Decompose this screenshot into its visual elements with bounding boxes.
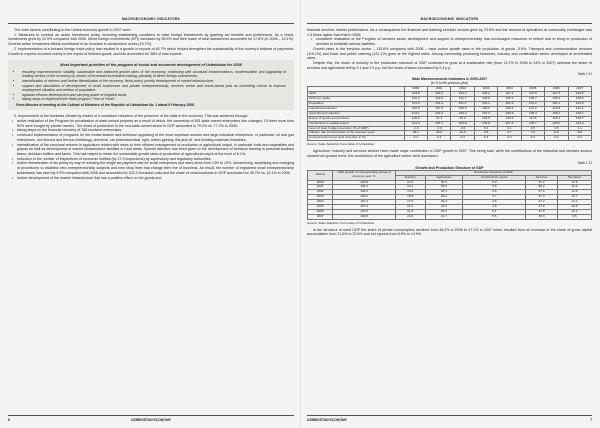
table-cell: 0.1 [498,126,521,131]
table-cell: 102.9 [427,97,450,102]
table-cell: 26.3 [425,205,463,210]
table-cell: 102.7 [451,97,474,102]
table-cell: 12.6 [557,190,591,195]
table-cell: 106.0 [474,106,497,111]
table-cell: 0.5 [521,126,544,131]
paragraph-business-climate: 3. Improvement of the business climate by means of a consistent reduction of the presence of the state in the economy. This was achieved through: [14,114,249,119]
table-cell: -0.6 [451,126,474,131]
table-2-title: Growth and Production Structure of GDP [415,165,484,170]
table-1-source: Source: State Statistics Committee of Uzbekistan [307,142,375,147]
table-1-subtitle: (in % to the previous year) [430,81,469,86]
table-cell: 28.4 [425,195,463,200]
table-cell: 28.2 [404,131,427,136]
table-cell: 0.3 [521,136,544,141]
priority-item: • ensuring macroeconomic stability, sustainable and balanced growth rates of the economy, continuing with structural transformations, modernization and upgrading of leading sectors of the economy by means of increased investment making, primarily of direct foreign investments; [22,70,286,79]
paragraph-growth-rates: Growth rates in the services sector – 115.6% compared with 2006 – have outrun growth rates in the production of goods -5.6%. Transport and communication services (115.1%) and trade and public catering (122.1%) grew at the highest rates. Among commodity producing branches, industry and construction sector developed at accelerated rates. [307,46,592,61]
table-cell: 15.8 [395,195,425,200]
intro-paragraph: The main factors contributing to the Uzbek economy growth in 2007 were: [14,28,132,32]
table-cell: 109.5 [568,92,592,97]
table-cell: 14.1 [557,200,591,205]
footer-title: UZBEKISTAN ECONOMY [130,418,172,422]
year-header: 2002 [451,87,474,92]
page-number: 6 [8,418,10,422]
table-cell: 101.2 [427,102,450,107]
table-cell: 103.8 [404,92,427,97]
gdp-structure-body [308,180,592,219]
table-cell: 94.3 [451,116,474,121]
table-cell: 105.7 [521,121,544,126]
paragraph-investment: 1. Measures to conduct an active investment policy, including establishing conditions to raise foreign investments by granting tax benefits and preferences. As a result, investments grew by 22.9% compared with 2006. Direct foreign investments (DFI) increased by 56.5% and their share of total investments accounted for 17.8% (in 2006 – 14.1%). General active investment efforts contributed to an increase in construction works (15.7%). [8,32,294,47]
table-cell: 110.8 [545,106,568,111]
table-cell: 104.2 [333,195,395,200]
table-cell: 105.9 [404,106,427,111]
table-cell: 26.6 [427,131,450,136]
row-label: Unemployment level (end of period, in %) [308,136,405,141]
table-cell: 25.1 [425,209,463,214]
table-cell: 97.1 [427,116,450,121]
business-climate-list [8,119,294,180]
table-cell: 38.2 [526,185,558,190]
table-cell: 108.0 [568,97,592,102]
table-cell: 0.4 [404,136,427,141]
table-cell: 9.5 [557,214,591,219]
agriculture-header: Agriculture [425,175,463,180]
list-item: • reduction in the number of inspections of economic entities (by 17.9 inspections) by supervisory and regulatory authorities; [17,157,294,162]
period-cell: 2001 [308,185,333,190]
table-cell: 106.1 [545,111,568,116]
footer-title: UZBEKISTAN ECONOMY [307,418,348,422]
table-row [308,136,592,141]
table-cell: 14.1 [395,185,425,190]
table-cell: 109.5 [333,214,395,219]
table-cell: -1.0 [404,126,427,131]
table-cell: 106.2 [498,97,521,102]
table-cell: 24.0 [395,214,425,219]
table-cell: 140.7 [568,116,592,121]
paragraph-continued: financial services market performance. As a consequence the financial and banking services sectors grew by 23.8% and the amount of operations at commodity exchanges was 1.5 times higher than that in 2006; [307,28,592,37]
table-cell: 37.2 [526,200,558,205]
table-cell: 122.9 [568,121,592,126]
table-cell: 103.1 [404,111,427,116]
list-item: • further development of the market infrastructure that has a positive effect on the goods and [17,176,294,181]
table-cell: 103.8 [451,121,474,126]
paragraph-foreign-trade: 2. Implementation of a focused foreign trade policy has resulted in a growth in exports of 40.7% which helped strengthen the sustainability of the country's balance of payments. Growth in exports occurred mainly in the export of finished goods, and this accounted for 38% of total exports. [8,46,294,56]
table-cell: 104.2 [474,92,497,97]
year-header: 2005 [521,87,544,92]
table-cell: 38.0 [526,214,558,219]
table-cell: 6.8 [568,131,592,136]
table-cell: 107.5 [333,209,395,214]
row-label: GDP [308,92,405,97]
table-cell: 37.2 [526,205,558,210]
table-cell: 111.5 [521,116,544,121]
table-cell: 108.3 [451,106,474,111]
table-cell: 104.2 [427,111,450,116]
table-cell: 109.9 [498,111,521,116]
period-cell: 2003 [308,195,333,200]
table-cell: 13.7 [557,195,591,200]
period-cell: 2002 [308,190,333,195]
table-cell: 109.4 [498,106,521,111]
table-cell: 5.5 [463,214,526,219]
table-cell: 4.8 [463,205,526,210]
right-page [300,0,600,428]
table-1-label: Table 1.11 [577,72,592,77]
table-cell: 0.2 [568,136,592,141]
taxes-header: Net taxes [557,175,591,180]
table-cell: 106.1 [568,111,592,116]
table-cell: 101.2 [521,102,544,107]
table-cell: 105.4 [521,111,544,116]
table-cell: 104.2 [333,185,395,190]
table-cell: 118.1 [545,116,568,121]
priorities-title: Most important priorities of the program of social and economic development of Uzbekistan for 2008 [60,63,242,68]
growth-header: GDP growth in corresponding period of previous year, % [333,170,395,180]
list-item: • taking steps on the financial recovery of 288 insolvent enterprises; [17,128,294,133]
table-cell: 107.3 [498,121,521,126]
macro-indicators-table [307,86,592,141]
table-cell: 17.5 [395,200,425,205]
year-header: 2003 [474,87,497,92]
priority-item: • intensification of reforms and further liberalization of the economy, fiscal policy, priority development of market infrastructure; [22,79,286,84]
table-cell: 0.3 [474,136,497,141]
table-cell: 37.4 [526,195,558,200]
table-cell: 21.8 [395,209,425,214]
row-label: Inflation rate (to December of the previous year) [308,131,405,136]
industry-header: Industry [395,175,425,180]
table-cell: 103.8 [333,180,395,185]
table-cell: 101.2 [498,102,521,107]
table-cell: 100.0 [404,116,427,121]
table-cell: 6.0 [463,180,526,185]
table-cell: 0.4 [498,136,521,141]
row-label: Export of goods and services [308,116,405,121]
row-label: Population [308,102,405,107]
priority-item: • agrarian reforms development and carrying power of irrigated lands; [22,93,286,98]
table-cell: 5.8 [463,185,526,190]
right-page-footer [307,415,592,424]
table-cell: 104.1 [427,121,450,126]
period-cell: 2004 [308,200,333,205]
table-cell: 106.2 [545,97,568,102]
table-cell: 104.2 [427,92,450,97]
row-label: Industrial production [308,106,405,111]
table-1-title: Main Macroeconomic Indicators in 2000-2007 [411,77,488,82]
table-cell: 109.2 [545,121,568,126]
table-cell: 130.2 [498,116,521,121]
table-cell: 10.1 [557,209,591,214]
left-page-header: MACROECONOMIC INDICATORS [8,0,294,24]
table-cell: 106.0 [451,111,474,116]
macro-indicators-body [308,92,592,141]
paragraph-sector-contribution: Agriculture, industry and services sectors have made major contribution to GDP growth in 2007. This being said, while the contributions of the industrial and services sectors showed an upward trend, the contribution of the agriculture sector went downward. [307,149,592,158]
left-page-footer [8,415,294,424]
priorities-source: From Minutes of meeting at the Cabinet of Ministers of the Republic of Uzbekistan No. 1 dated 8 February 2008. [16,102,195,107]
list-item: • continued implementation of programs for the modernization and technical upgrading of the most important sectors and large industrial enterprises. In particular: oil and gas enterprises, non-ferrous and ferrous metallurgy, chemical, car pharmaceutical, light, cotton-ginning, flat-and-oil, and building materials industries; [17,133,294,142]
list-item: • consistent realization of the Program of services sector development and support to entrepreneurship that encourages resources to relieve and to bring to production of services to establish service facilities. [316,37,592,46]
table-cell: 103.0 [474,97,497,102]
row-label: GDP per capita [308,97,405,102]
table-cell: 104.0 [333,190,395,195]
list-item: • intensification of the structural reforms in agriculture related with steps to form efficient management of production of agricultural output, in particular fruits and vegetables and grapes as well as development of market infrastructure facilities in rural areas. Special attention has been given to the development of livestock farming in personal auxiliary farms, dekhkan entities and farms. This has helped to retain the sustainable growth rates of production of agricultural output at the level of 6.1%; [17,143,294,157]
services-header: Services [526,175,558,180]
table-cell: 105.7 [521,97,544,102]
table-cell: 101.0 [404,121,427,126]
table-cell: 30.1 [425,190,463,195]
services-list [307,37,592,46]
table-cell: 112.1 [568,106,592,111]
table-row [308,214,592,219]
table-cell: 101.5 [568,102,592,107]
table-cell: 30.0 [425,185,463,190]
priorities-box [8,60,294,110]
table-cell: 0.2 [545,136,568,141]
table-cell: 107.0 [521,92,544,97]
table-cell: 3.7 [498,131,521,136]
table-cell: 4.7 [463,195,526,200]
list-item: • further liberalization of tax policy by way of reducing the single tax payment rate for small enterprises and micro-firms from 13% to 10%, streamlining, simplifying and changing of procedures to establish new entrepreneurship subjects and new shop lines that change their line of business. As result, the number of registered small entrepreneurship businesses has risen by 9.9% compared with 2006 and accounted for 422.3 thousand units and the share of small business in GDP accounted for 45.7% vs. 42.1% in 2006; [17,161,294,175]
table-cell: 101.2 [451,102,474,107]
year-header: 2000 [404,87,427,92]
year-header: 2006 [545,87,568,92]
period-header: Period [308,170,333,180]
table-cell: 102.4 [404,97,427,102]
priorities-list [16,70,286,102]
table-cell: 37.2 [526,180,558,185]
year-header: 2004 [498,87,521,92]
paragraph-industry-share: Despite this, the share of industry in the production structure of GDP continued to grow at a sustainable rate (from 22.1% in 2006 to 24% in 2007) whereas the share of services and agriculture fell by 0.1 and 2.9 p.p. but the share of taxes increased by 0.3 p.p. [307,60,592,70]
table-cell: 4.9 [463,190,526,195]
table-cell: 101.1 [545,102,568,107]
table-cell: 14.5 [395,190,425,195]
table-cell: 37.9 [526,209,558,214]
table-cell: 21.1 [395,205,425,210]
table-cell: 107.0 [333,205,395,210]
list-item: • active realization of the Program for privatization of state-owned property as a result of which, the ownership of 831 state-owned enterprises has changed. Of them more than 53% were bought by private owners. The share of production in the non-state-owned sector in GDP amounted to 79.3% vs. 77.2% in 2006; [17,119,294,128]
table-cell: 26.4 [425,200,463,205]
table-cell: 10.6 [557,205,591,210]
table-cell: 11.9 [557,185,591,190]
table-cell: 107.3 [545,92,568,97]
table-cell: 0.4 [451,136,474,141]
priority-item: • taking steps to implement the State program "Year of Youth". [22,97,286,102]
priority-item: • support and stimulation of development of small businesses and private entrepreneurship, services sector and home-based jobs as overriding course to improve employment situation and welfare of population; [22,84,286,93]
table-cell: 4.8 [463,200,526,205]
table-cell: 12.5 [557,180,591,185]
table-cell: 104.8 [474,121,497,126]
table-2-source: Source: State Statistics Committee of Uzbekistan [307,220,375,225]
period-cell: 2007 [308,214,333,219]
table-cell: 3.8 [474,131,497,136]
right-page-header: MACROECONOMIC INDICATORS [307,0,592,24]
year-header: 2001 [427,87,450,92]
table-cell: 1.5 [545,126,568,131]
table-cell: 101.1 [474,102,497,107]
table-cell: 124.6 [474,116,497,121]
table-cell: 6.8 [545,131,568,136]
table-cell: 107.4 [498,92,521,97]
table-cell: 7.8 [521,131,544,136]
row-label: Agricultural production [308,111,405,116]
period-cell: 2000 [308,180,333,185]
table-cell: 107.6 [427,106,450,111]
table-cell: 107.4 [333,200,395,205]
table-cell: 107.2 [521,106,544,111]
table-cell: 104.0 [451,92,474,97]
table-cell: 0.4 [427,136,450,141]
gdp-structure-table [307,170,592,220]
row-label: Investments in capital assets [308,121,405,126]
period-cell: 2006 [308,209,333,214]
table-cell: 14.2 [395,180,425,185]
table-cell: 1.1 [568,126,592,131]
table-2-label: Table 1.12 [577,160,592,165]
table-cell: 21.6 [451,131,474,136]
table-cell: 5.1 [463,209,526,214]
construction-header: Construction sector [463,175,526,180]
table-cell: 30.1 [425,180,463,185]
table-cell: 37.9 [526,190,558,195]
year-header: 2007 [568,87,592,92]
period-cell: 2005 [308,205,333,210]
table-cell: 0.4 [474,126,497,131]
structure-header: Production structure of GDP [395,170,591,175]
table-cell: -1.0 [427,126,450,131]
page-number: 7 [590,418,592,422]
paragraph-used-gdp: In the structure of used GDP the share of private consumption declined from 48.2% in 2006 to 47.1% in 2007 which resulted from an increase in the share of gross capital accumulation from 21.6% to 22.6% and net exports from 8.9% to 14.9%. [307,227,592,237]
row-label: Level of state budget execution (% of GDP) [308,126,405,131]
table-cell: 21.7 [425,214,463,219]
table-cell: 107.3 [474,111,497,116]
table-cell: 101.5 [404,102,427,107]
